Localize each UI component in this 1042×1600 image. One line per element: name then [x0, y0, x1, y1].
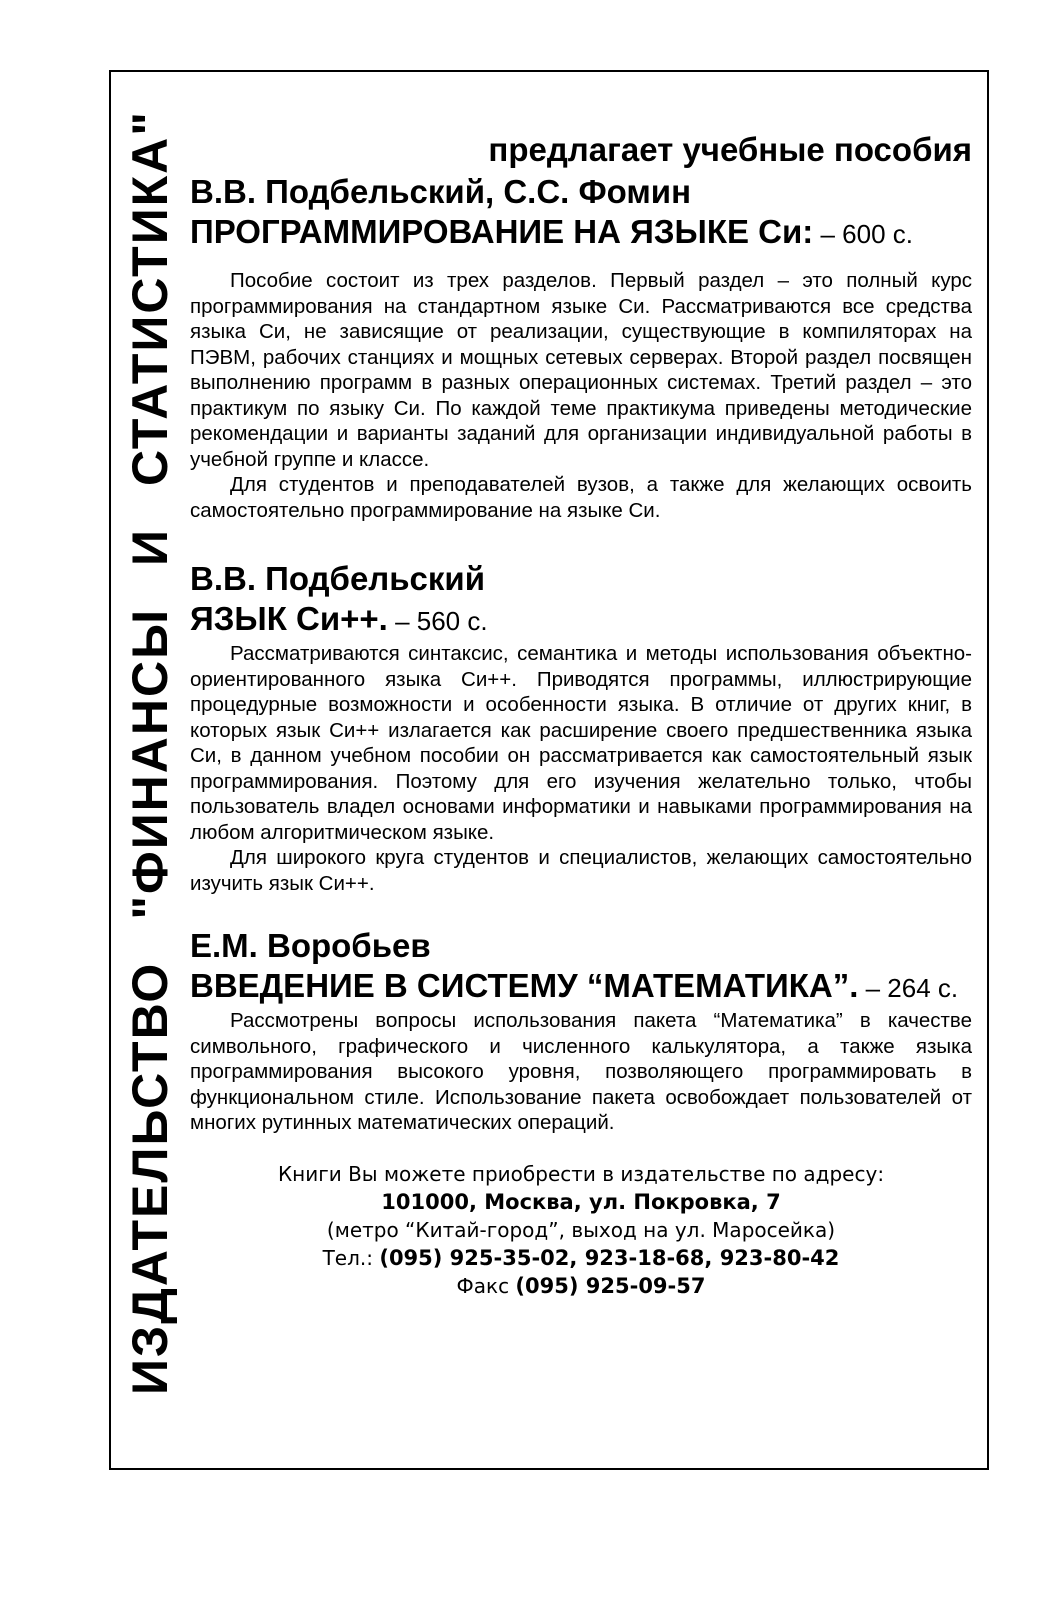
offer-heading: предлагает учебные пособия	[488, 131, 972, 168]
phone-line	[190, 1244, 972, 1272]
book-title: ВВЕДЕНИЕ В СИСТЕМУ “МАТЕМАТИКА”.	[190, 967, 859, 1004]
book-entry	[190, 926, 972, 1136]
book-entry	[190, 172, 972, 523]
phone-label: Тел.:	[322, 1245, 380, 1270]
book-author: Е.М. Воробьев	[190, 927, 431, 964]
phone-numbers: (095) 925-35-02, 923-18-68, 923-80-42	[379, 1245, 840, 1270]
book-entry	[190, 559, 972, 896]
fax-label: Факс	[456, 1273, 516, 1298]
publisher-side-title: ИЗДАТЕЛЬСТВО "ФИНАНСЫ И СТАТИСТИКА"	[122, 110, 178, 1395]
publisher-address: 101000, Москва, ул. Покровка, 7	[381, 1189, 781, 1214]
book-title: ПРОГРАММИРОВАНИЕ НА ЯЗЫКЕ Си:	[190, 213, 814, 250]
book-pages: – 560 с.	[387, 606, 488, 636]
book-author: В.В. Подбельский, С.С. Фомин	[190, 173, 692, 210]
book-pages: – 600 с.	[813, 219, 913, 249]
book-title-line	[190, 599, 972, 641]
purchase-note: Книги Вы можете приобрести в издательстве по адресу:	[277, 1161, 885, 1186]
metro-note: (метро “Китай-город”, выход на ул. Маросейка)	[326, 1217, 836, 1242]
fax-number: (095) 925-09-57	[515, 1273, 706, 1298]
contact-block	[190, 1160, 972, 1300]
book-pages: – 264 с.	[858, 973, 959, 1003]
book-description: Пособие состоит из трех разделов. Первый раздел – это полный курс программирования на стандартном языке Си. Рассматриваются все средства языка Си, не зависящие от реализации, существующие в компиляторах на ПЭВМ, рабочих станциях и мощных сетевых серверах. Второй раздел посвящен выполнению программ в разных операционных системах. Третий раздел – это практикум по языку Си. По каждой теме практикума приведены методические рекомендации и варианты заданий для организации индивидуальной работы в учебной группе и классе.	[190, 269, 972, 471]
book-title-line	[190, 212, 972, 254]
book-title-line	[190, 966, 972, 1008]
book-audience: Для студентов и преподавателей вузов, а также для желающих освоить самостоятельно программирование на языке Си.	[190, 473, 972, 522]
advert-content	[190, 128, 972, 1300]
book-description: Рассматриваются синтаксис, семантика и методы использования объектно-ориентированного языка Си++. Приводятся программы, иллюстрирующие процедурные возможности и особенности языка. В отличие от других книг, в которых язык Си++ излагается как расширение своего предшественника языка Си, в данном учебном пособии он рассматривается как самостоятельный язык программирования. Поэтому для его изучения желательно только, чтобы пользователь владел основами информатики и навыками программирования на любом алгоритмическом языке.	[190, 642, 972, 844]
fax-line	[190, 1272, 972, 1300]
book-audience: Для широкого круга студентов и специалистов, желающих самостоятельно изучить язык Си++.	[190, 846, 972, 895]
book-title: ЯЗЫК Си++.	[190, 600, 388, 637]
book-description: Рассмотрены вопросы использования пакета “Математика” в качестве символьного, графического и численного калькулятора, а также языка программирования высокого уровня, позволяющего программировать в функциональном стиле. Использование пакета освобождает пользователей от многих рутинных математических операций.	[190, 1009, 972, 1134]
book-author: В.В. Подбельский	[190, 560, 485, 597]
